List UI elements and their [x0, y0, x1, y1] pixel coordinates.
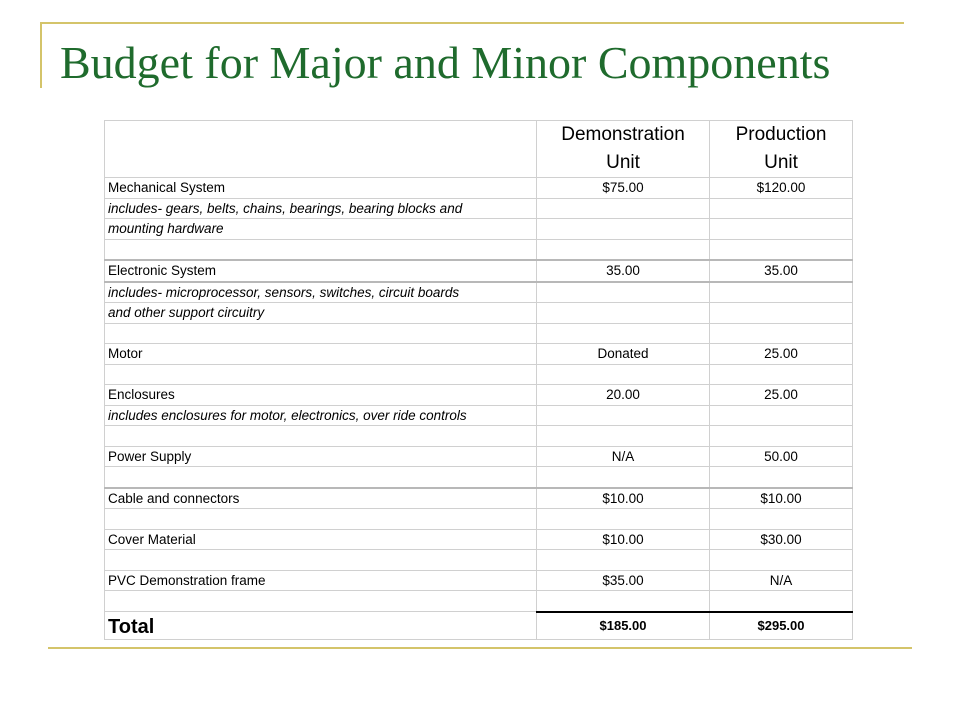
item-cell: Electronic System: [105, 260, 537, 282]
item-cell: includes- gears, belts, chains, bearings, bearing blocks and: [105, 198, 537, 219]
table-row: [105, 426, 853, 447]
demo-cost-cell: $35.00: [537, 570, 710, 591]
table-row: [105, 303, 853, 324]
table-row: [105, 198, 853, 219]
prod-cost-cell: [710, 239, 853, 260]
demo-cost-cell: [537, 323, 710, 344]
prod-cost-cell: [710, 364, 853, 385]
table-row: [105, 260, 853, 282]
demo-cost-cell: [537, 467, 710, 488]
item-cell: [105, 323, 537, 344]
item-cell: and other support circuitry: [105, 303, 537, 324]
top-horizontal-rule: [40, 22, 904, 24]
total-label: Total: [105, 612, 537, 640]
prod-cost-cell: [710, 405, 853, 426]
prod-cost-cell: [710, 282, 853, 303]
demo-cost-cell: [537, 364, 710, 385]
demo-cost-cell: [537, 591, 710, 612]
demo-cost-cell: [537, 303, 710, 324]
prod-cost-cell: [710, 591, 853, 612]
item-cell: [105, 591, 537, 612]
item-cell: Mechanical System: [105, 178, 537, 199]
header-demonstration-unit: Demonstration Unit: [537, 121, 710, 178]
table-row: [105, 446, 853, 467]
table-row: [105, 550, 853, 571]
demo-cost-cell: [537, 198, 710, 219]
table-row: [105, 219, 853, 240]
demo-cost-cell: [537, 405, 710, 426]
table-row: [105, 405, 853, 426]
total-row: [105, 612, 853, 640]
prod-cost-cell: [710, 426, 853, 447]
table-row: [105, 282, 853, 303]
item-cell: [105, 364, 537, 385]
table-row: [105, 591, 853, 612]
prod-cost-cell: $120.00: [710, 178, 853, 199]
item-cell: Enclosures: [105, 385, 537, 406]
demo-cost-cell: [537, 282, 710, 303]
item-cell: Power Supply: [105, 446, 537, 467]
prod-cost-cell: $10.00: [710, 488, 853, 509]
table-header-row: [105, 121, 853, 178]
table-row: [105, 364, 853, 385]
table-row: [105, 529, 853, 550]
table-row: [105, 323, 853, 344]
demo-cost-cell: $10.00: [537, 488, 710, 509]
table-row: [105, 488, 853, 509]
left-vertical-rule: [40, 22, 42, 88]
table-row: [105, 178, 853, 199]
demo-cost-cell: [537, 550, 710, 571]
total-prod-cost: $295.00: [710, 612, 853, 640]
prod-cost-cell: N/A: [710, 570, 853, 591]
prod-cost-cell: [710, 550, 853, 571]
item-cell: PVC Demonstration frame: [105, 570, 537, 591]
item-cell: Motor: [105, 344, 537, 365]
prod-cost-cell: 25.00: [710, 344, 853, 365]
prod-cost-cell: 25.00: [710, 385, 853, 406]
demo-cost-cell: [537, 509, 710, 530]
prod-cost-cell: $30.00: [710, 529, 853, 550]
item-cell: Cable and connectors: [105, 488, 537, 509]
table-row: [105, 239, 853, 260]
demo-cost-cell: Donated: [537, 344, 710, 365]
demo-cost-cell: [537, 219, 710, 240]
demo-cost-cell: $10.00: [537, 529, 710, 550]
item-cell: [105, 239, 537, 260]
total-demo-cost: $185.00: [537, 612, 710, 640]
prod-cost-cell: [710, 509, 853, 530]
table-row: [105, 509, 853, 530]
item-cell: [105, 550, 537, 571]
item-cell: [105, 467, 537, 488]
table-row: [105, 570, 853, 591]
item-cell: mounting hardware: [105, 219, 537, 240]
demo-cost-cell: [537, 426, 710, 447]
header-blank-cell: [105, 121, 537, 178]
demo-cost-cell: N/A: [537, 446, 710, 467]
header-production-unit: Production Unit: [710, 121, 853, 178]
table-row: [105, 385, 853, 406]
demo-cost-cell: [537, 239, 710, 260]
prod-cost-cell: [710, 219, 853, 240]
item-cell: Cover Material: [105, 529, 537, 550]
bottom-horizontal-rule: [48, 647, 912, 649]
budget-table: [104, 120, 853, 640]
demo-cost-cell: 35.00: [537, 260, 710, 282]
table-row: [105, 344, 853, 365]
prod-cost-cell: [710, 323, 853, 344]
prod-cost-cell: [710, 303, 853, 324]
prod-cost-cell: 50.00: [710, 446, 853, 467]
prod-cost-cell: 35.00: [710, 260, 853, 282]
slide-title: Budget for Major and Minor Components: [60, 37, 831, 88]
prod-cost-cell: [710, 198, 853, 219]
item-cell: [105, 509, 537, 530]
item-cell: includes- microprocessor, sensors, switches, circuit boards: [105, 282, 537, 303]
table-row: [105, 467, 853, 488]
item-cell: [105, 426, 537, 447]
demo-cost-cell: $75.00: [537, 178, 710, 199]
demo-cost-cell: 20.00: [537, 385, 710, 406]
item-cell: includes enclosures for motor, electronics, over ride controls: [105, 405, 537, 426]
prod-cost-cell: [710, 467, 853, 488]
